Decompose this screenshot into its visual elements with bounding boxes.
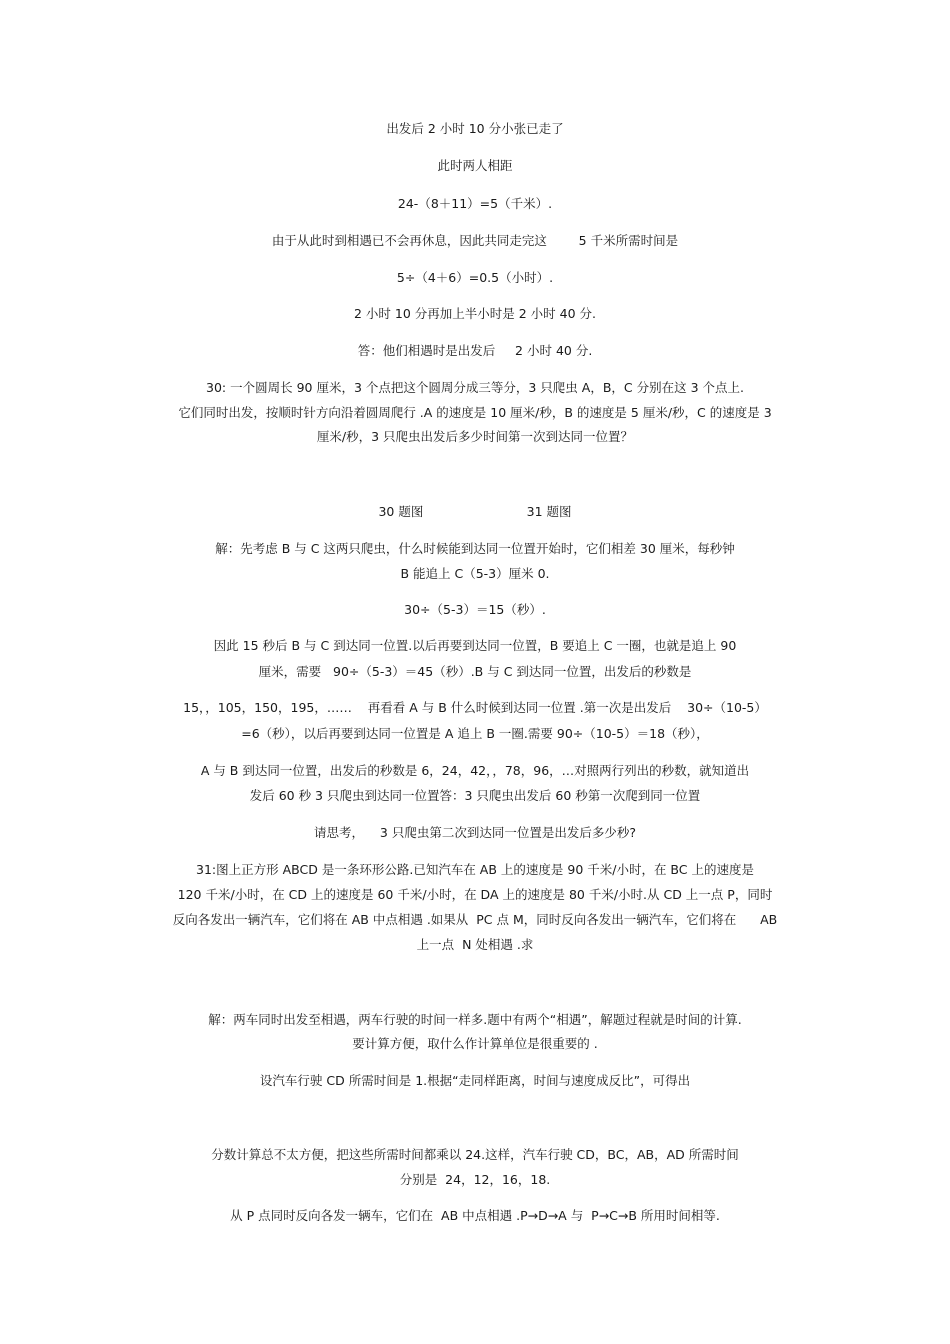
text-line: 24-（8＋11）=5（千米）.	[397, 196, 553, 211]
text-line: 请思考， 3 只爬虫第二次到达同一位置是出发后多少秒?	[314, 825, 636, 840]
text-line: 15，，105，150，195，…… 再看看 A 与 B 什么时候到达同一位置 .第一次是出发后 30÷（10-5）	[183, 700, 767, 715]
text-line: 设汽车行驶 CD 所需时间是 1.根据“走同样距离，时间与速度成反比”，可得出	[259, 1073, 691, 1088]
text-line: 从 P 点同时反向各发一辆车，它们在 AB 中点相遇 .P→D→A 与 P→C→B 所用时间相等.	[230, 1208, 720, 1223]
text-line: 31:图上正方形 ABCD 是一条环形公路.已知汽车在 AB 上的速度是 90 千米/小时，在 BC 上的速度是	[196, 862, 754, 877]
text-line: 解：先考虑 B 与 C 这两只爬虫，什么时候能到达同一位置开始时，它们相差 30 厘米，每秒钟	[215, 541, 735, 556]
text-line: 解：两车同时出发至相遇，两车行驶的时间一样多.题中有两个“相遇”，解题过程就是时间的计算.	[208, 1012, 742, 1027]
text-line: 5÷（4＋6）=0.5（小时）.	[396, 270, 554, 285]
text-line: 要计算方便，取什么作计算单位是很重要的 .	[352, 1036, 598, 1051]
text-line: 120 千米/小时，在 CD 上的速度是 60 千米/小时，在 DA 上的速度是 80 千米/小时.从 CD 上一点 P，同时	[177, 887, 773, 902]
text-line: 由于从此时到相遇已不会再休息，因此共同走完这 5 千米所需时间是	[271, 233, 679, 248]
figure-captions: 30 题图 31 题图	[378, 504, 572, 519]
text-line: 答：他们相遇时是出发后 2 小时 40 分.	[357, 343, 593, 358]
text-line: 出发后 2 小时 10 分小张已走了	[386, 121, 564, 136]
text-line: 它们同时出发，按顺时针方向沿着圆周爬行 .A 的速度是 10 厘米/秒，B 的速度是 5 厘米/秒，C 的速度是 3	[178, 405, 772, 420]
text-line: =6（秒），以后再要到达同一位置是 A 追上 B 一圈.需要 90÷（10-5）＝18（秒），	[241, 726, 709, 741]
text-line: 厘米/秒，3 只爬虫出发后多少时间第一次到达同一位置？	[316, 429, 634, 444]
text-line: 2 小时 10 分再加上半小时是 2 小时 40 分.	[353, 306, 596, 321]
text-line: 分别是 24，12，16，18.	[399, 1172, 551, 1187]
text-line: 厘米，需要 90÷（5-3）＝45（秒）.B 与 C 到达同一位置，出发后的秒数是	[258, 664, 692, 679]
text-line: 发后 60 秒 3 只爬虫到达同一位置答：3 只爬虫出发后 60 秒第一次爬到同一位置	[249, 788, 701, 803]
text-line: B 能追上 C（5-3）厘米 0.	[400, 566, 550, 581]
text-line: 上一点 N 处相遇 .求	[416, 937, 534, 952]
text-line: 因此 15 秒后 B 与 C 到达同一位置.以后再要到达同一位置，B 要追上 C 一圈，也就是追上 90	[213, 638, 737, 653]
text-line: 反向各发出一辆汽车，它们将在 AB 中点相遇 .如果从 PC 点 M，同时反向各发出一辆汽车，它们将在 AB	[172, 912, 778, 927]
text-line: 30÷（5-3）＝15（秒）.	[404, 602, 546, 617]
text-line: A 与 B 到达同一位置，出发后的秒数是 6，24，42，，78，96，…对照两行列出的秒数，就知道出	[200, 763, 750, 778]
text-line: 30: 一个圆周长 90 厘米，3 个点把这个圆周分成三等分，3 只爬虫 A，B，C 分别在这 3 个点上.	[206, 380, 744, 395]
text-line: 此时两人相距	[437, 158, 513, 173]
text-line: 分数计算总不太方便，把这些所需时间都乘以 24.这样，汽车行驶 CD，BC，AB，AD 所需时间	[211, 1147, 739, 1162]
